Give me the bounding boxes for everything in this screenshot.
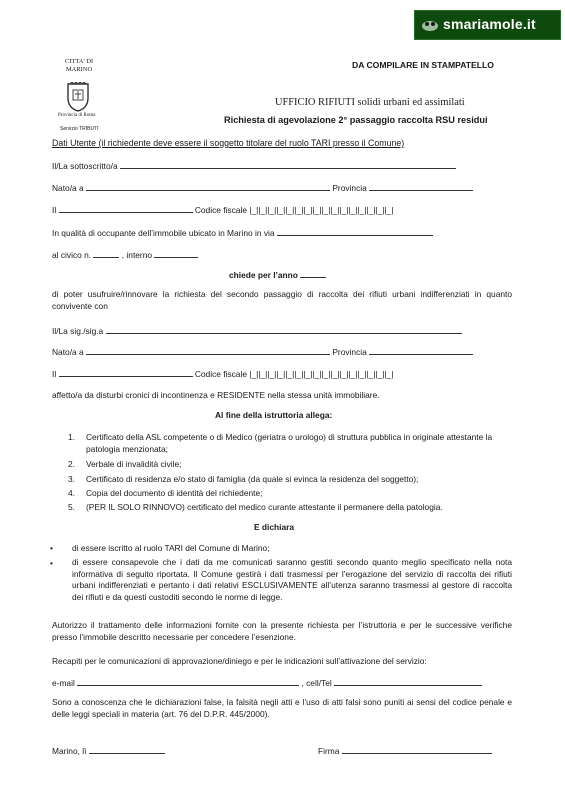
born-place-field[interactable] — [86, 182, 330, 191]
contacts-text: Recapiti per le comunicazioni di approvazione/diniego e per le indicazioni sull’attivazione del servizio: — [52, 656, 427, 666]
year-label: chiede per l’anno — [229, 270, 298, 280]
street-field[interactable] — [277, 227, 433, 236]
tax-code-boxes[interactable]: |_||_||_||_||_||_||_||_||_||_||_||_||_||_||_||_| — [249, 205, 394, 215]
tax-code-label: Codice fiscale — [194, 205, 247, 215]
signature-row — [318, 745, 492, 756]
penalty-text: Sono a conoscenza che le dichiarazioni false, la falsità negli atti e l’uso di atti falsi sono puniti ai sensi del codice penale e delle leggi speciali in materia (art. 76 del D.P.R. 445/2000). — [52, 697, 512, 719]
cohabitant-birth-date-field[interactable] — [59, 368, 193, 377]
civic-field[interactable] — [93, 249, 119, 258]
born-label: Nato/a a — [52, 183, 84, 193]
declares-heading: E dichiara — [254, 522, 295, 532]
birth-date-field[interactable] — [59, 204, 193, 213]
service-label: Servizio TRIBUTI — [60, 126, 99, 132]
mole-icon — [421, 16, 439, 32]
cohabitant-born-row — [52, 346, 473, 357]
compile-note: DA COMPILARE IN STAMPATELLO — [352, 60, 494, 70]
phone-field[interactable] — [334, 677, 482, 686]
signature-label: Firma — [318, 746, 340, 756]
undersigned-label: Il/La sottoscritto/a — [52, 161, 118, 171]
province-label: Provincia — [332, 183, 367, 193]
city-line2: MARINO — [65, 66, 93, 73]
city-line1: CITTA' DI — [64, 58, 94, 65]
born-row — [52, 182, 473, 193]
date-label: Il — [52, 205, 57, 215]
undersigned-row — [52, 160, 456, 171]
bullet-icon: • — [50, 558, 53, 568]
email-field[interactable] — [77, 677, 299, 686]
birthdate-taxcode-row — [52, 204, 393, 215]
cohabitant-row — [52, 325, 462, 336]
attachment-number-3: 3. — [68, 474, 75, 484]
year-field[interactable] — [300, 269, 326, 278]
interior-label: , interno — [121, 250, 153, 260]
cohabitant-date-label: Il — [52, 369, 57, 379]
cohabitant-tax-code-boxes[interactable]: |_||_||_||_||_||_||_||_||_||_||_||_||_||_||_||_| — [249, 369, 394, 379]
cohabitant-label: Il/La sig./sig.a — [52, 326, 104, 336]
phone-label: , cell/Tel — [301, 678, 332, 688]
contacts-row — [52, 677, 482, 688]
attachment-item: Copia del documento di identità del richiedente; — [86, 488, 263, 498]
attachment-number-4: 4. — [68, 488, 75, 498]
attachment-item: Certificato di residenza e/o stato di famiglia (da quale si evinca la residenza del soggetto); — [86, 474, 419, 484]
occupant-label: In qualità di occupante dell’immobile ubicato in Marino in via — [52, 228, 275, 238]
undersigned-field[interactable] — [120, 160, 456, 169]
request-text: di poter usufruire/rinnovare la richiesta del secondo passaggio di raccolta dei rifiuti urbani indifferenziati in quanto convivente con — [52, 289, 512, 311]
interior-field[interactable] — [154, 249, 198, 258]
born-province-field[interactable] — [369, 182, 473, 191]
attachment-item: Verbale di invalidità civile; — [86, 459, 182, 469]
year-row — [229, 269, 326, 280]
occupant-row — [52, 227, 433, 238]
attach-heading: Al fine della istruttoria allega: — [215, 410, 333, 420]
affected-text: affetto/a da disturbi cronici di incontinenza e RESIDENTE nella stessa unità immobiliare. — [52, 390, 380, 400]
declaration-item: di essere consapevole che i dati da me comunicati saranno gestiti secondo quanto meglio specificato nella nota informativa di seguito riportata. Il Comune gestirà i dati trasmessi per l’erogazione del servizio di raccolta dei rifiuti urbani indifferenziati e pertanto i dati relativi ESCLUSIVAMENTE all’utenza saranno trasmessi al gestore di raccolta dei rifiuti e da questi custoditi secondo le norme di legge. — [72, 557, 512, 602]
declaration-item: di essere iscritto al ruolo TARI del Comune di Marino; — [72, 543, 270, 553]
attachment-number-2: 2. — [68, 459, 75, 469]
authorize-text: Autorizzo il trattamento delle informazioni fornite con la presente richiesta per l’istruttoria e per le successive verifiche presso l’immobile descritto necessarie per concedere l’esenzione. — [52, 620, 512, 642]
province-label: Provincia di Roma — [58, 113, 96, 118]
cohabitant-born-place-field[interactable] — [86, 346, 330, 355]
date-field[interactable] — [89, 745, 165, 754]
signature-field[interactable] — [342, 745, 492, 754]
cohabitant-province-field[interactable] — [369, 346, 473, 355]
attachment-number-1: 1. — [68, 432, 75, 442]
bullet-icon: • — [50, 543, 53, 553]
email-label: e-mail — [52, 678, 75, 688]
user-data-heading: Dati Utente (il richiedente deve essere il soggetto titolare del ruolo TARI presso il Comune) — [52, 138, 405, 148]
cohabitant-field[interactable] — [106, 325, 462, 334]
attachment-item: (PER IL SOLO RINNOVO) certificato del medico curante attestante il permanere della patologia. — [86, 502, 443, 512]
attachment-item: Certificato della ASL competente o di Medico (geriatra o urologo) di struttura pubblica in originale attestante la patologia menzionata; — [86, 432, 493, 454]
place-date-label: Marino, lì — [52, 746, 87, 756]
cohabitant-province-label: Provincia — [332, 347, 367, 357]
coat-of-arms-icon — [64, 82, 92, 112]
cohabitant-taxcode-row — [52, 368, 393, 379]
watermark-text: smariamole.it — [443, 16, 536, 32]
office-title: UFFICIO RIFIUTI solidi urbani ed assimilati — [275, 97, 465, 108]
civic-label: al civico n. — [52, 250, 92, 260]
attachment-number-5: 5. — [68, 502, 75, 512]
place-date-row — [52, 745, 165, 756]
cohabitant-tax-code-label: Codice fiscale — [194, 369, 247, 379]
request-title: Richiesta di agevolazione 2° passaggio raccolta RSU residui — [224, 115, 488, 125]
watermark-badge — [414, 10, 561, 40]
cohabitant-born-label: Nato/a a — [52, 347, 84, 357]
civic-row — [52, 249, 198, 260]
